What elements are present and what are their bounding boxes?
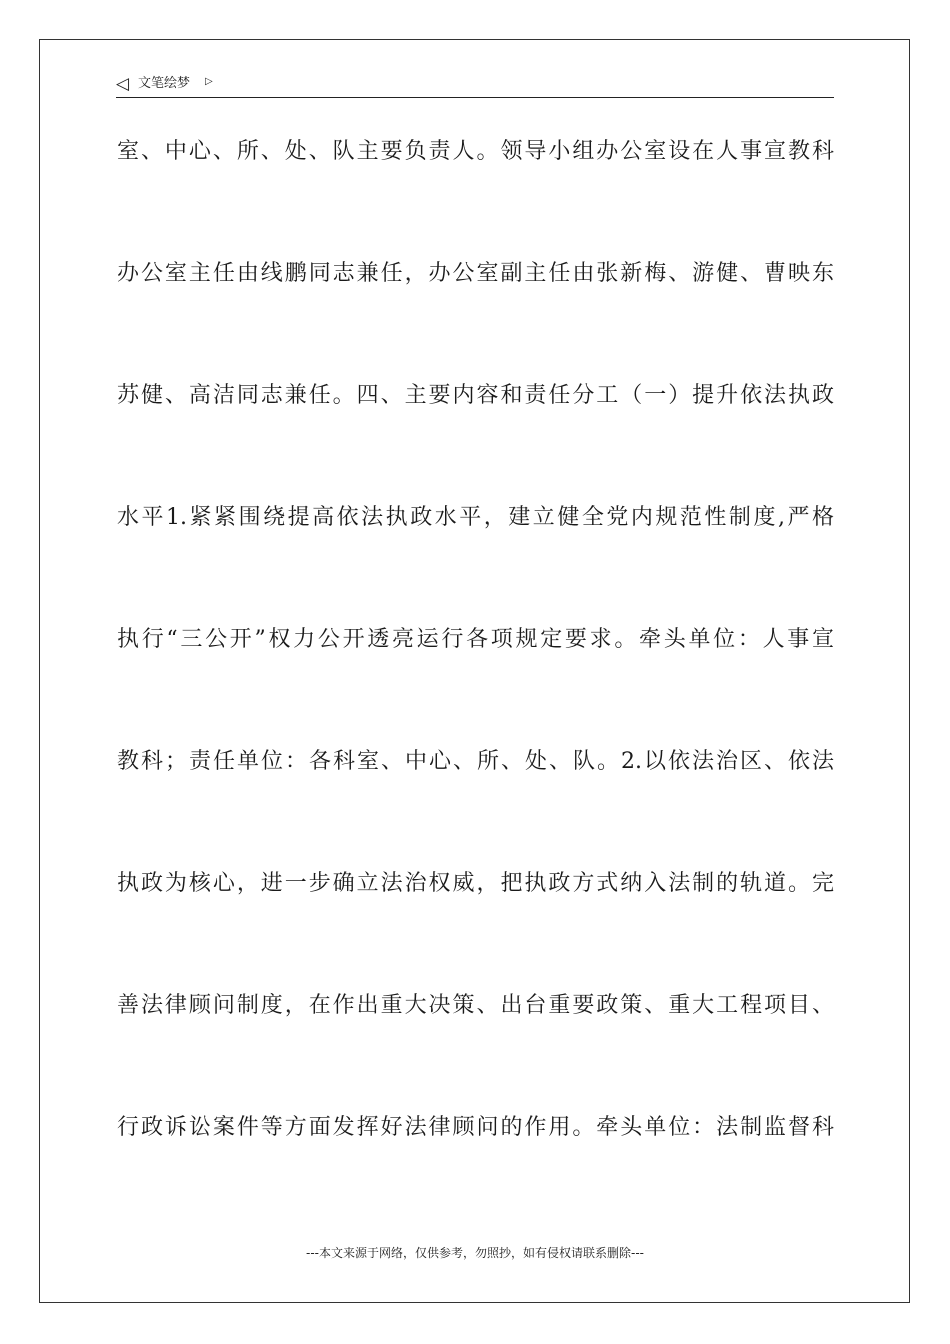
body-line: 室、中心、所、处、队主要负责人。领导小组办公室设在人事宣教科 [117, 139, 834, 164]
footer-disclaimer: ---本文来源于网络，仅供参考，勿照抄，如有侵权请联系删除--- [306, 1246, 644, 1260]
body-line: 执政为核心，进一步确立法治权威，把执政方式纳入法制的轨道。完 [117, 871, 834, 896]
body-line: 办公室主任由线鹏同志兼任，办公室副主任由张新梅、游健、曹映东 [117, 261, 834, 286]
triangle-right-icon: ▷ [205, 76, 213, 87]
body-line: 善法律顾问制度，在作出重大决策、出台重要政策、重大工程项目、 [117, 993, 834, 1018]
body-line: 执行“三公开”权力公开透亮运行各项规定要求。牵头单位：人事宣 [117, 627, 834, 652]
page-header [116, 72, 834, 98]
body-line: 苏健、高洁同志兼任。四、主要内容和责任分工（一）提升依法执政 [117, 383, 834, 408]
body-line: 水平1.紧紧围绕提高依法执政水平，建立健全党内规范性制度,严格 [117, 505, 834, 530]
triangle-left-icon: ◁ [116, 74, 130, 94]
body-line: 教科；责任单位：各科室、中心、所、处、队。2.以依法治区、依法 [117, 749, 834, 774]
body-line: 行政诉讼案件等方面发挥好法律顾问的作用。牵头单位：法制监督科 [117, 1115, 834, 1140]
header-title: 文笔绘梦 [138, 76, 191, 91]
